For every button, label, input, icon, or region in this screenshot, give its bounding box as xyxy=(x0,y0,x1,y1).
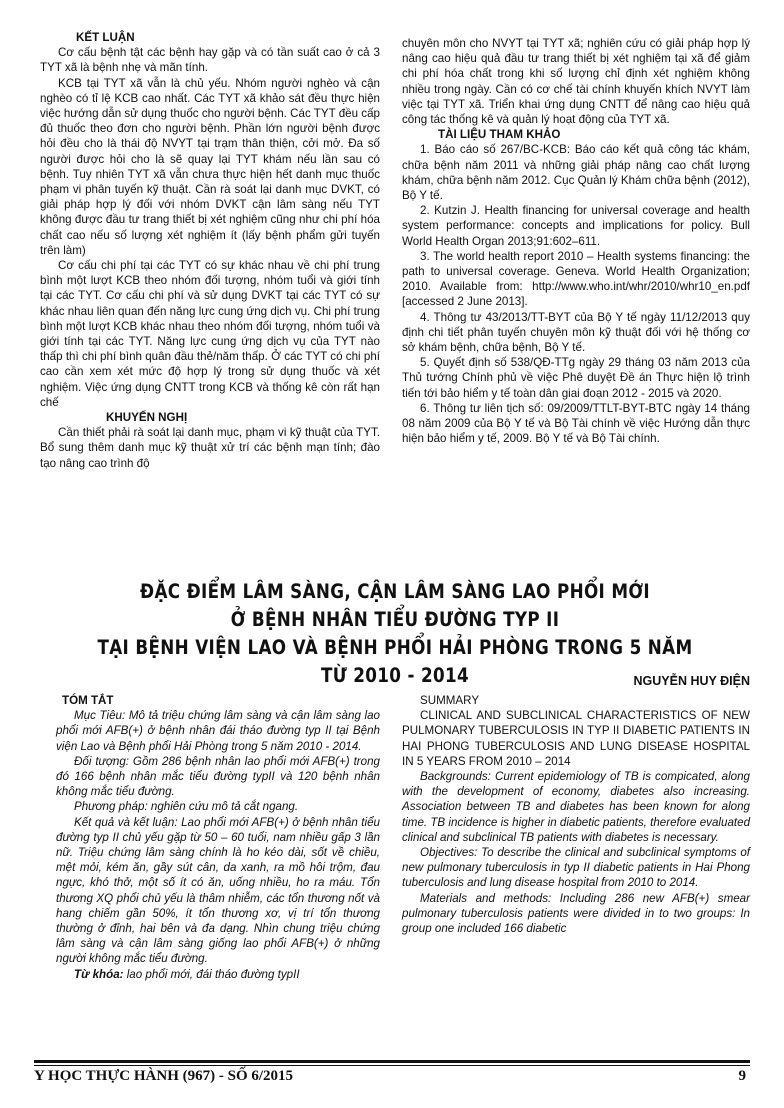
article-title xyxy=(90,578,701,690)
conclusion-paragraph-2: KCB tại TYT xã vẫn là chủ yếu. Nhóm người nghèo và cận nghèo có tỉ lệ KCB cao nhất. Các TYT xã khảo sát đều thực hiện việc hướng dẫn sử dụng thuốc cho người bệnh. Các TYT đều cấp đủ thuốc theo đơn cho người bệnh. Phần lớn người bệnh được hỏi đều cho là thái độ NVYT tại trạm thân thiện, cởi mở. Đa số người được hỏi cho là sẽ quay lại TYT khám nếu lần sau có bệnh. Tuy nhiên TYT xã vẫn chưa thực hiện hết danh mục thuốc phạm vi phân tuyến kỹ thuật. Cần rà soát lại danh mục DVKT, có giải pháp hợp lý đối với nhóm DVKT cận lâm sàng nếu TYT không được đầu tư trang thiết bị xét nghiệm cũng như chi phí hóa chất cao nếu số lượng xét nghiệm ít (lấy bệnh phẩm gửi tuyến trên làm) xyxy=(40,76,380,257)
conclusion-paragraph-3: Cơ cấu chi phí tại các TYT có sự khác nhau về chi phí trung bình một lượt KCB theo nhóm đối tượng, nhóm tuổi và giới tính tại các TYT. Cơ cấu chi phí và sử dụng DVKT tại các TYT có sự khác nhau liên quan đến năng lực cung ứng dịch vụ. Chi phí trung bình một lượt KCB khác nhau theo nhóm đối tượng, nhóm tuổi và giới tính tại các TYT. Năng lực cung ứng dịch vụ của TYT nào thấp thì chi phí bình quân đầu thẻ/năm thấp. Ở các TYT có chi phí cao cần xem xét mức độ hợp lý trong sử dụng thuốc và xét nghiệm. Việc ứng dụng CNTT trong KCB và thống kê còn rất hạn chế xyxy=(40,259,380,409)
abstract-methods: Phương pháp: nghiên cứu mô tả cắt ngang. xyxy=(74,800,299,814)
conclusion-heading: KẾT LUẬN xyxy=(76,31,135,44)
reference-item: 6. Thông tư liên tịch số: 09/2009/TTLT-BYT-BTC ngày 14 tháng 08 năm 2009 của Bộ Y tế và Bộ Tài chính về việc Hướng dẫn thực hiện bảo hiểm y tế, 2009. Bộ Y tế và Bộ Tài chính. xyxy=(402,401,750,446)
conclusion-column xyxy=(40,30,380,471)
abstract-heading: TÓM TẮT xyxy=(62,694,114,707)
reference-item: 1. Báo cáo số 267/BC-KCB: Báo cáo kết quả công tác khám, chữa bệnh năm 2011 và những giải pháp nâng cao chất lượng khám, chữa bệnh năm 2012. Cục Quản lý Khám chữa bệnh (2012), Bộ Y tế. xyxy=(402,143,750,203)
abstract-results: Kết quả và kết luận: Lao phổi mới AFB(+) ở bệnh nhân tiểu đường typ II chủ yếu gặp từ 50 – 60 tuổi, nam nhiều gấp 3 lần nữ. Triệu chứng lâm sàng chính là ho kéo dài, sốt về chiều, mệt mỏi, kém ăn, gầy sút cân, da xanh, ra mồ hôi trộm, đau ngực, khó thở, một số ít có ăn, uống nhiều, ho ra máu. Tổn thương XQ phổi chủ yếu là thâm nhiễm, các tổn thương nốt và hang chiếm gần 50%, ít tổn thương xơ, vị trí tổn thương thường ở đỉnh, hai bên và đa dạng. Nhìn chung triệu chứng lâm sàng và cận lâm sàng giống lao phổi AFB(+) ở những người không mắc tiểu đường. xyxy=(56,815,380,966)
conclusion-paragraph-1: Cơ cấu bệnh tật các bệnh hay gặp và có tần suất cao ở cả 3 TYT xã là bệnh nhẹ và mãn tính. xyxy=(40,46,380,75)
article-author: NGUYỄN HUY ĐIỆN xyxy=(633,674,750,688)
abstract-english xyxy=(402,693,750,936)
reference-item: 5. Quyết định số 538/QĐ-TTg ngày 29 tháng 03 năm 2013 của Thủ tướng Chính phủ về việc Phê duyệt Đề án Thực hiện lộ trình tiến tới bảo hiểm y tế toàn dân giai đoạn 2012 - 2015 và 2020. xyxy=(402,356,750,400)
reference-item: 2. Kutzin J. Health financing for universal coverage and health system performance: concepts and implications for policy. Bull World Health Organ 2013;91:602–611. xyxy=(402,204,750,248)
article-title-line-1: ĐẶC ĐIỂM LÂM SÀNG, CẬN LÂM SÀNG LAO PHỔI MỚI xyxy=(140,580,650,603)
summary-objectives: Objectives: To describe the clinical and subclinical symptoms of new pulmonary tuberculosis in typ II diabetic patients in Hai Phong tuberculosis and lung disease hospital from 2010 to 2014. xyxy=(402,846,750,890)
journal-footer: Y HỌC THỰC HÀNH (967) - SỐ 6/2015 xyxy=(34,1068,294,1084)
article-title-line-2: Ở BỆNH NHÂN TIỂU ĐƯỜNG TYP II xyxy=(230,608,560,631)
abstract-objectives: Mục Tiêu: Mô tả triệu chứng lâm sàng và cận lâm sàng lao phổi mới AFB(+) ở bệnh nhân đái tháo đường typ II tại Bệnh viện Lao và Bệnh phổi Hải Phòng trong 5 năm 2010 - 2014. xyxy=(56,709,380,753)
reference-item: 4. Thông tư 43/2013/TT-BYT của Bộ Y tế ngày 11/12/2013 quy định chi tiết phân tuyến chuyên môn kỹ thuật đối với hệ thống cơ sở khám bệnh, chữa bệnh, Bộ Y tế. xyxy=(402,310,750,355)
footer-rule-thin xyxy=(34,1065,750,1066)
summary-title: CLINICAL AND SUBCLINICAL CHARACTERISTICS OF NEW PULMONARY TUBERCULOSIS IN TYP II DIABETIC PATIENTS IN HAI PHONG TUBERCULOSIS AND LUNG DISEASE HOSPITAL IN 5 YEARS FROM 2010 – 2014 xyxy=(402,709,750,768)
references-heading: TÀI LIỆU THAM KHẢO xyxy=(438,128,561,142)
abstract-subjects: Đối tượng: Gồm 286 bệnh nhân lao phổi mới AFB(+) trong đó 166 bệnh nhân mắc tiểu đường typII và 120 bệnh nhân không mắc tiểu đường. xyxy=(56,754,380,799)
summary-materials: Materials and methods: Including 286 new AFB(+) smear pulmonary tuberculosis patients were divided in to two groups: In group one included 166 diabetic xyxy=(402,891,750,936)
abstract-vietnamese xyxy=(56,693,380,982)
summary-backgrounds: Backgrounds: Current epidemiology of TB is compicated, along with the development of economy, diabetes also increasing. Association between TB and diabetes has been known for along time. TB incidence is higher in diabetic patients, therefore evaluated clinical and subclinical TB patients with diabetes is necessary. xyxy=(402,770,751,844)
article-title-line-3: TẠI BỆNH VIỆN LAO VÀ BỆNH PHỔI HẢI PHÒNG TRONG 5 NĂM TỪ 2010 - 2014 xyxy=(97,636,693,687)
recommendation-continued: chuyên môn cho NVYT tại TYT xã; nghiên cứu có giải pháp hợp lý nâng cao hiệu quả đầu tư trang thiết bị xét nghiệm tại xã để giảm chi phí hóa chất trong khi số lượng chỉ định xét nghiệm không nhiều trong ngày. Cần có cơ chế tài chính khuyến khích NVYT làm việc tại TYT xã. Triển khai ứng dụng CNTT để nâng cao hiệu quả công tác thống kê và quản lý hoạt động của TYT xã. xyxy=(402,37,750,127)
footer-rule xyxy=(34,1060,750,1063)
reference-item: 3. The world health report 2010 – Health systems financing: the path to universal coverage. Geneva. World Health Organization; 2010. Available from: http://www.who.int/whr/2010/whr10_en.pdf [accessed 2 June 2013]. xyxy=(402,249,750,309)
references-column xyxy=(402,36,750,446)
keywords-label: Từ khóa: xyxy=(74,967,124,981)
abstract-keywords xyxy=(56,967,380,982)
page-number: 9 xyxy=(738,1068,746,1084)
recommendation-heading: KHUYẾN NGHỊ xyxy=(106,411,188,425)
keywords-value: lao phổi mới, đái tháo đường typII xyxy=(126,967,300,981)
recommendation-paragraph: Cần thiết phải rà soát lại danh mục, phạm vi kỹ thuật của TYT. Bổ sung thêm danh mục kỹ thuật xử trí các bệnh mạn tính; đào tạo nâng cao trình độ xyxy=(40,426,380,470)
summary-heading: SUMMARY xyxy=(420,694,480,707)
